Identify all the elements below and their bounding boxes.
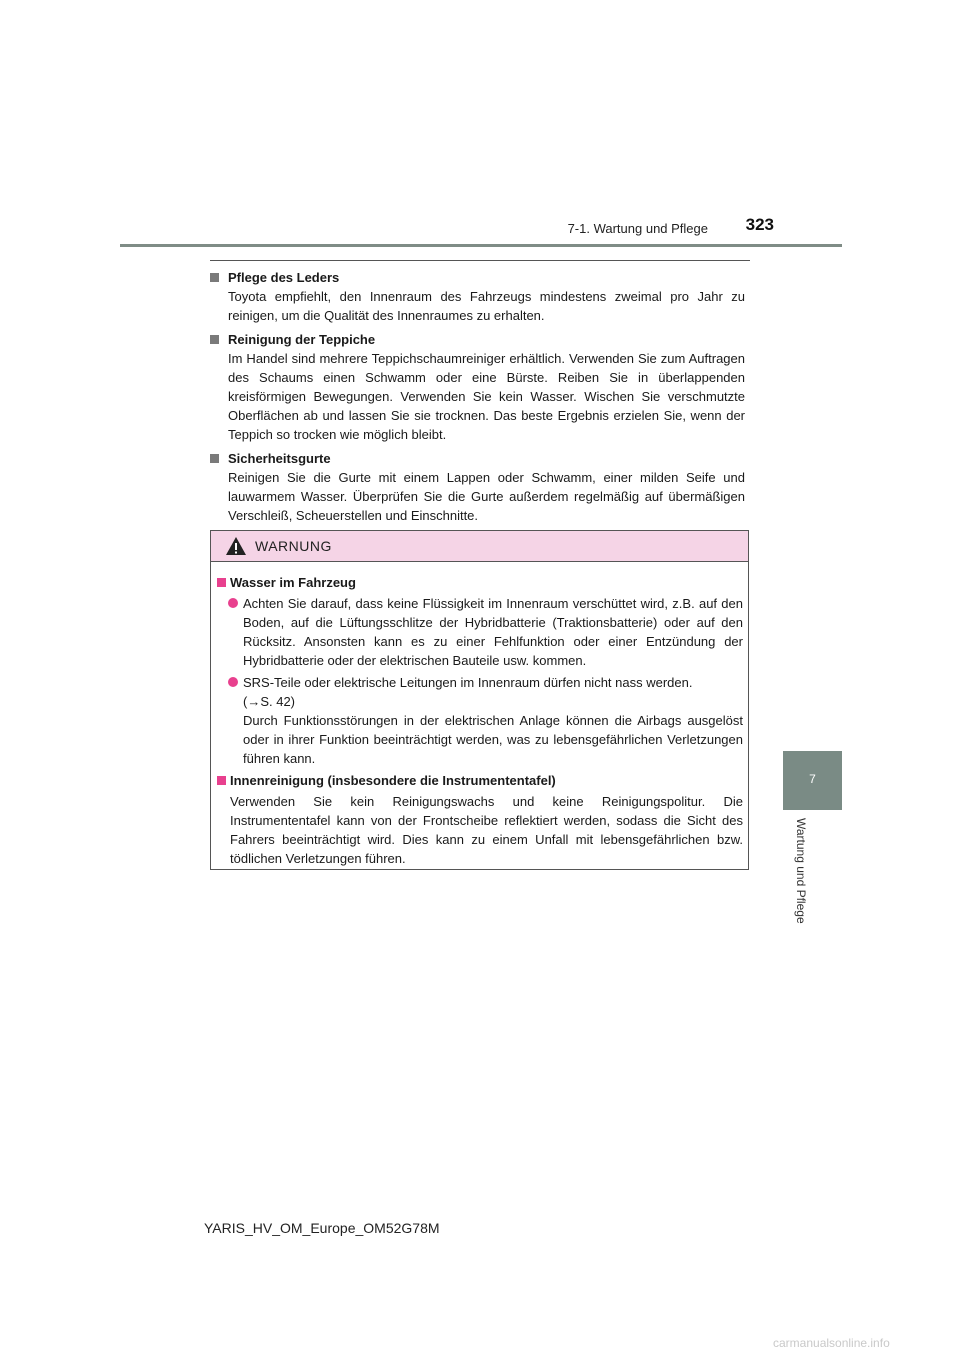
main-content bbox=[210, 268, 745, 530]
section-title bbox=[210, 268, 745, 287]
warning-content bbox=[217, 573, 743, 871]
content-rule bbox=[210, 260, 750, 261]
chapter-side-label: Wartung und Pflege bbox=[794, 818, 808, 924]
bullet-dot-icon bbox=[228, 598, 238, 608]
section-title-text: Sicherheitsgurte bbox=[228, 451, 331, 466]
warning-item-body: Verwenden Sie kein Reinigungswachs und keine Reinigungspolitur. Die Instrumententafel kann von der Frontscheibe reflektiert werden, sodass die Sicht des Fahrers beeinträchtigt wird. Dies kann zu einem Unfall mit lebensgefährlichen bzw. tödlichen Verletzungen führen. bbox=[230, 794, 743, 866]
warning-item-title bbox=[217, 573, 743, 592]
warning-square-icon bbox=[217, 776, 226, 785]
warning-item-title-text: Wasser im Fahrzeug bbox=[230, 575, 356, 590]
chapter-number: 7 bbox=[809, 772, 816, 786]
chapter-tab bbox=[783, 751, 842, 810]
warning-bullet-text: Durch Funktionsstörungen in der elektrischen Anlage können die Airbags ausgelöst oder in ihrer Funktion beeinträchtigt werden, was zu lebensgefährlichen Verletzungen führen kann. bbox=[243, 713, 743, 766]
section-square-icon bbox=[210, 273, 219, 282]
watermark: carmanualsonline.info bbox=[773, 1336, 890, 1350]
footer-doc-id: YARIS_HV_OM_Europe_OM52G78M bbox=[204, 1220, 440, 1236]
section-body: Toyota empfiehlt, den Innenraum des Fahrzeugs mindestens zweimal pro Jahr zu reinigen, um die Qualität des Innenraumes zu erhalten. bbox=[228, 289, 745, 323]
warning-label: WARNUNG bbox=[255, 538, 332, 554]
header-section-title: 7-1. Wartung und Pflege bbox=[567, 221, 708, 236]
section-body: Reinigen Sie die Gurte mit einem Lappen oder Schwamm, einer milden Seife und lauwarmem Wasser. Überprüfen Sie die Gurte außerdem regelmäßig auf übermäßigen Verschleiß, Scheuerstellen und Einschnitte. bbox=[228, 470, 745, 523]
warning-item-title-text: Innenreinigung (insbesondere die Instrumententafel) bbox=[230, 773, 556, 788]
warning-bullet bbox=[217, 673, 743, 768]
section-square-icon bbox=[210, 454, 219, 463]
warning-header bbox=[211, 531, 748, 562]
section-title-text: Reinigung der Teppiche bbox=[228, 332, 376, 347]
section-square-icon bbox=[210, 335, 219, 344]
warning-bullet-text: SRS-Teile oder elektrische Leitungen im Innenraum dürfen nicht nass werden. bbox=[243, 675, 693, 690]
section-title bbox=[210, 330, 745, 349]
warning-triangle-icon bbox=[225, 536, 247, 556]
warning-square-icon bbox=[217, 578, 226, 587]
section-title bbox=[210, 449, 745, 468]
page-reference: (→S. 42) bbox=[243, 694, 296, 709]
header-rule bbox=[120, 244, 842, 247]
warning-bullet-text: Achten Sie darauf, dass keine Flüssigkeit im Innenraum verschüttet wird, z.B. auf den Boden, auf die Lüftungsschlitze der Hybridbatterie (Traktionsbatterie) oder auf den Rücksitz. Ansonsten kann es zu einer Fehlfunktion oder einer Entzündung der Hybridbatterie oder der elektrischen Bauteile usw. kommen. bbox=[243, 596, 743, 668]
section-body: Im Handel sind mehrere Teppichschaumreiniger erhältlich. Verwenden Sie zum Auftragen des Schaums einen Schwamm oder eine Bürste. Reiben Sie in überlappenden kreisförmigen Bewegungen. Verwenden Sie kein Wasser. Wischen Sie verschmutzte Oberflächen ab und lassen Sie sie trocknen. Das beste Ergebnis erzielen Sie, wenn der Teppich so trocken wie möglich bleibt. bbox=[228, 351, 745, 442]
warning-item-title bbox=[217, 771, 743, 790]
section-title-text: Pflege des Leders bbox=[228, 270, 340, 285]
warning-bullet bbox=[217, 594, 743, 670]
page-number: 323 bbox=[745, 215, 774, 234]
bullet-dot-icon bbox=[228, 677, 238, 687]
warning-box bbox=[210, 530, 749, 870]
